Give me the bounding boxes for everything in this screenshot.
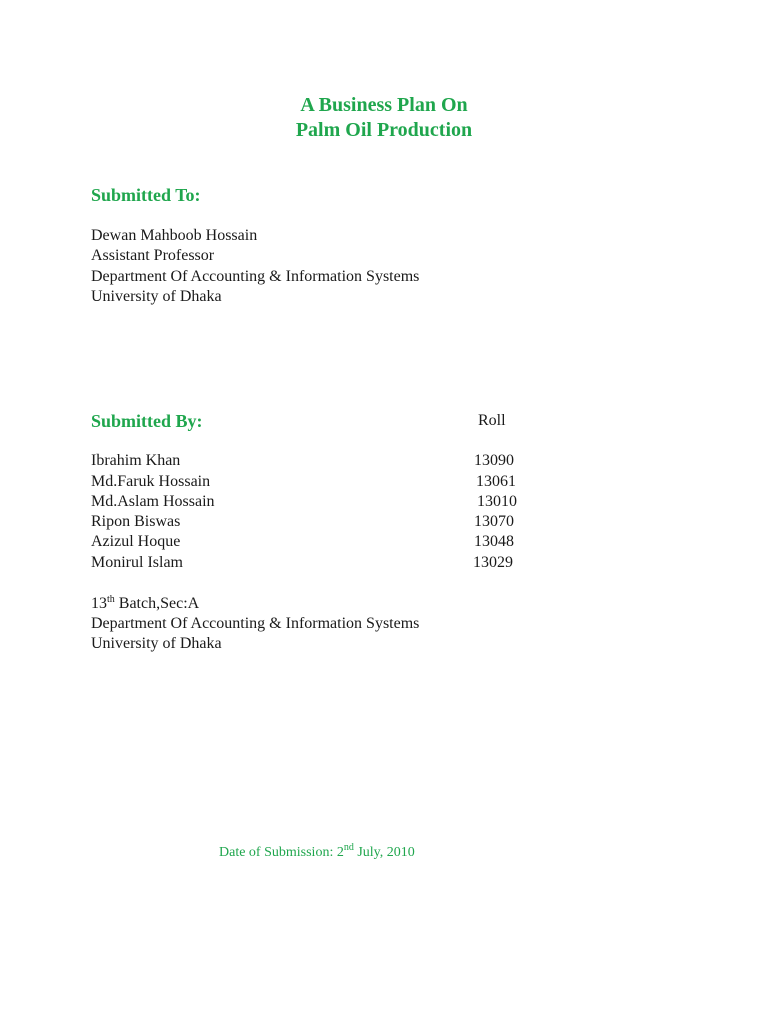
member-roll: 13061 [476,473,516,490]
batch-ordinal-suffix: th [107,594,115,605]
member-roll: 13010 [477,493,517,510]
submission-day-suffix: nd [343,842,354,853]
submission-date-label: Date of Submission: 2 [219,845,344,860]
member-name: Md.Faruk Hossain [91,473,211,490]
member-roll: 13029 [473,554,513,571]
batch-section-line [91,594,199,614]
member-name: Ripon Biswas [91,513,181,530]
supervisor-university: University of Dhaka [91,288,222,305]
member-name: Ibrahim Khan [91,452,181,469]
submission-date-rest: July, 2010 [353,845,415,860]
students-department: Department Of Accounting & Information Systems [91,615,420,632]
supervisor-department: Department Of Accounting & Information Systems [91,268,420,285]
supervisor-name: Dewan Mahboob Hossain [91,227,258,244]
students-university: University of Dhaka [91,635,222,652]
title-line-2: Palm Oil Production [295,119,473,141]
submitted-to-heading: Submitted To: [91,185,201,205]
member-roll: 13048 [474,533,514,550]
submission-date [219,844,415,862]
supervisor-designation: Assistant Professor [91,247,215,264]
member-roll: 13070 [474,513,514,530]
member-name: Monirul Islam [91,554,183,571]
roll-column-header: Roll [478,412,506,429]
batch-section-text: Batch,Sec:A [114,595,200,612]
submitted-by-heading: Submitted By: [91,411,203,431]
batch-number: 13 [91,595,107,612]
member-name: Md.Aslam Hossain [91,493,215,510]
member-roll: 13090 [474,452,514,469]
member-name: Azizul Hoque [91,533,181,550]
title-line-1: A Business Plan On [300,94,468,116]
